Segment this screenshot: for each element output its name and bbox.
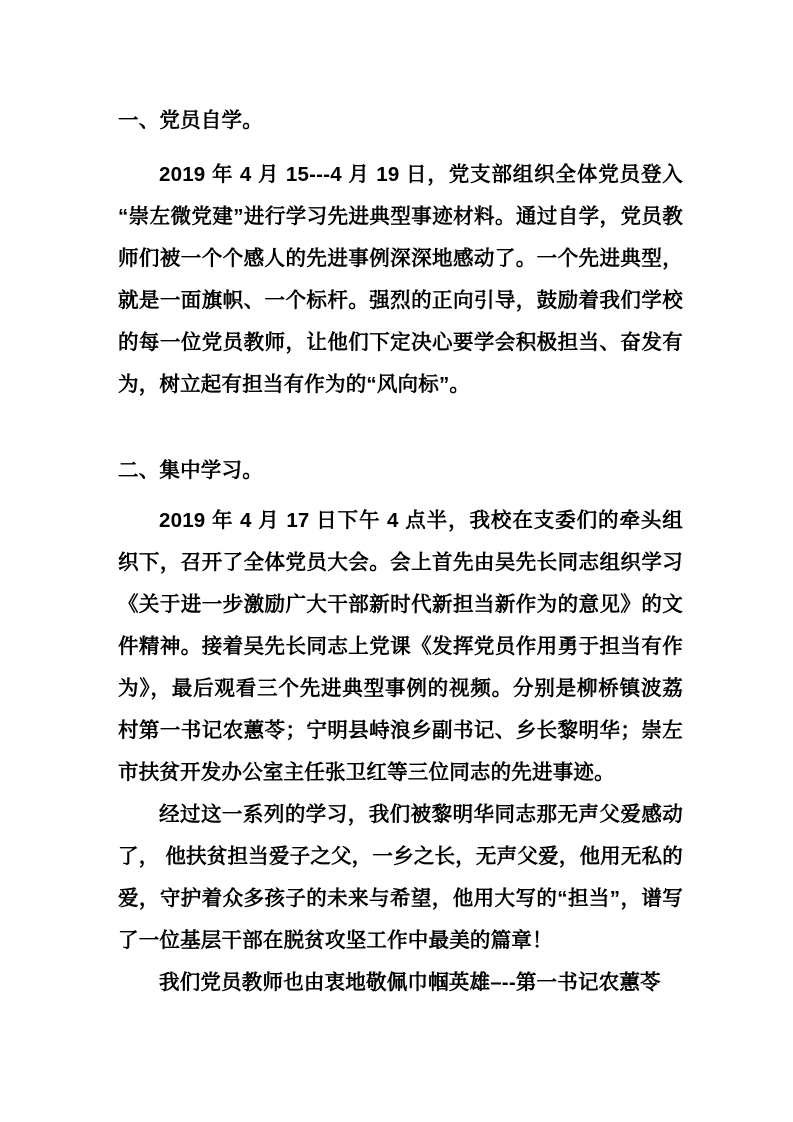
document-body — [118, 100, 683, 1004]
section-2-paragraph-3: 我们党员教师也由衷地敬佩巾帼英雄–--第一书记农蕙苓 — [159, 971, 661, 994]
section-heading-1: 一、党员自学。 — [118, 109, 263, 132]
section-heading-2: 二、集中学习。 — [118, 459, 263, 482]
section-2-paragraph-1: 2019 年 4 月 17 日下午 4 点半，我校在支委们的牵头组织下，召开了全体党员大会。会上首先由吴先长同志组织学习《关于进一步激励广大干部新时代新担当新作为的意见》的文件精神。接着吴先长同志上党课《发挥党员作用勇于担当有作为》，最后观看三个先进典型事例的视频。分别是柳桥镇波荔村第一书记农蕙苓；宁明县峙浪乡副书记、乡长黎明华；崇左市扶贫开发办公室主任张卫红等三位同志的先进事迹。 — [118, 509, 683, 784]
spacer — [118, 406, 683, 450]
section-2-paragraph-2: 经过这一系列的学习，我们被黎明华同志那无声父爱感动了， 他扶贫担当爱子之父，一乡之长，无声父爱，他用无私的爱，守护着众多孩子的未来与希望，他用大写的“担当”，谱写了一位基层干部在脱贫攻坚工作中最美的篇章！ — [118, 803, 683, 952]
section-1-paragraph-1: 2019 年 4 月 15---4 月 19 日，党支部组织全体党员登入“崇左微党建”进行学习先进典型事迹材料。通过自学，党员教师们被一个个感人的先进事例深深地感动了。一个先进典型，就是一面旗帜、一个标杆。强烈的正向引导，鼓励着我们学校的每一位党员教师，让他们下定决心要学会积极担当、奋发有为，树立起有担当有作为的“风向标”。 — [118, 163, 683, 396]
spacer — [118, 144, 683, 154]
